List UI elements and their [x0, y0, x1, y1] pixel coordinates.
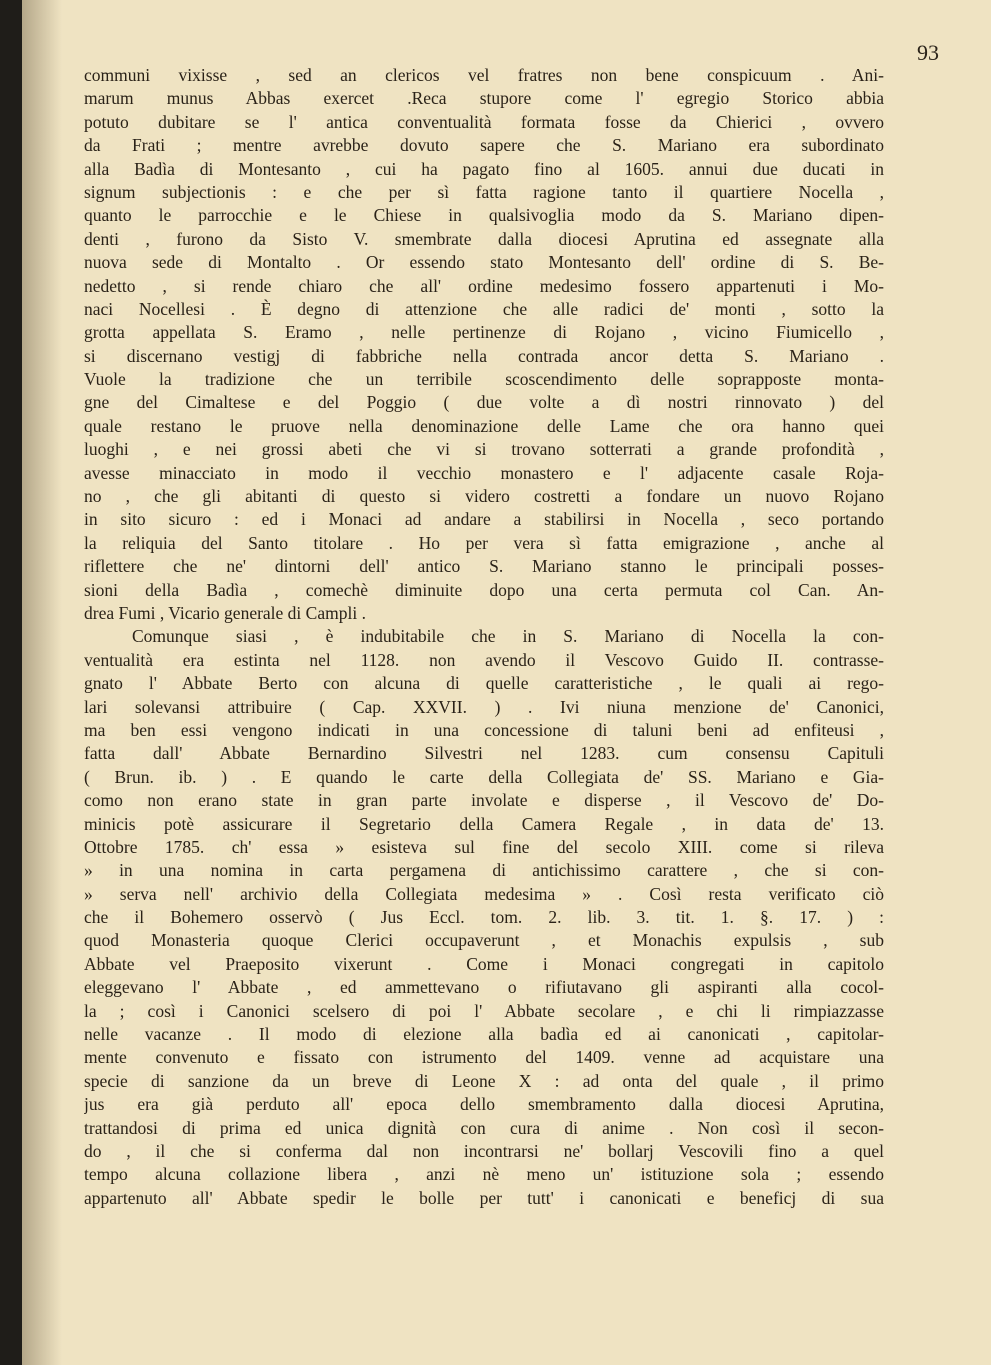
text-line: appartenuto all' Abbate spedir le bolle per tutt' i canonicati e beneficj di sua — [84, 1187, 884, 1208]
text-line: ma ben essi vengono indicati in una concessione di taluni beni ad enfiteusi , — [84, 719, 884, 740]
text-line: jus era già perduto all' epoca dello smembramento dalla diocesi Aprutina, — [84, 1094, 884, 1115]
text-line: lari solevansi attribuire ( Cap. XXVII. ) . Ivi niuna menzione de' Canonici, — [84, 696, 884, 717]
text-line: como non erano state in gran parte involate e disperse , il Vescovo de' Do- — [84, 790, 884, 811]
text-line: nelle vacanze . Il modo di elezione alla badìa ed ai canonicati , capitolar- — [84, 1024, 884, 1045]
text-line: drea Fumi , Vicario generale di Campli . — [84, 602, 366, 623]
text-line: grotta appellata S. Eramo , nelle pertinenze di Rojano , vicino Fiumicello , — [84, 322, 884, 343]
text-line: la reliquia del Santo titolare . Ho per vera sì fatta emigrazione , anche al — [84, 532, 884, 553]
text-line: luoghi , e nei grossi abeti che vi si trovano sotterrati a grande profondità , — [84, 439, 884, 460]
text-line: tempo alcuna collazione libera , anzi nè meno un' istituzione sola ; essendo — [84, 1164, 884, 1185]
text-line: nedetto , si rende chiaro che all' ordine medesimo fossero appartenuti i Mo- — [84, 275, 884, 296]
text-line: in sito sicuro : ed i Monaci ad andare a stabilirsi in Nocella , seco portando — [84, 509, 884, 530]
text-line: minicis potè assicurare il Segretario della Camera Regale , in data de' 13. — [84, 813, 884, 834]
text-line: denti , furono da Sisto V. smembrate dalla diocesi Aprutina ed assegnate alla — [84, 228, 884, 249]
text-line: trattandosi di prima ed unica dignità con cura di anime . Non così il secon- — [84, 1117, 884, 1138]
text-line: si discernano vestigj di fabbriche nella contrada ancor detta S. Mariano . — [84, 345, 884, 366]
text-line: no , che gli abitanti di questo si videro costretti a fondare un nuovo Rojano — [84, 486, 884, 507]
text-line: potuto dubitare se l' antica conventualità formata fosse da Chierici , ovvero — [84, 111, 884, 132]
text-line: riflettere che ne' dintorni dell' antico S. Mariano stanno le principali posses- — [84, 556, 884, 577]
text-line: » serva nell' archivio della Collegiata medesima » . Così resta verificato ciò — [84, 883, 884, 904]
text-line: ( Brun. ib. ) . E quando le carte della Collegiata de' SS. Mariano e Gia- — [84, 766, 884, 787]
text-line: fatta dall' Abbate Bernardino Silvestri nel 1283. cum consensu Capituli — [84, 743, 884, 764]
text-line: ventualità era estinta nel 1128. non avendo il Vescovo Guido II. contrasse- — [84, 649, 884, 670]
text-line: signum subjectionis : e che per sì fatta ragione tanto il quartiere Nocella , — [84, 181, 884, 202]
text-line: » in una nomina in carta pergamena di antichissimo carattere , che si con- — [84, 860, 884, 881]
text-line: nuova sede di Montalto . Or essendo stato Montesanto dell' ordine di S. Be- — [84, 252, 884, 273]
text-line: la ; così i Canonici scelsero di poi l' Abbate secolare , e chi li rimpiazzasse — [84, 1000, 884, 1021]
text-line: Vuole la tradizione che un terribile scoscendimento delle soprapposte monta- — [84, 369, 884, 390]
text-line: alla Badìa di Montesanto , cui ha pagato fino al 1605. annui due ducati in — [84, 158, 884, 179]
text-line: communi vixisse , sed an clericos vel fratres non bene conspicuum . Ani- — [84, 65, 884, 85]
text-line: mente convenuto e fissato con istrumento del 1409. venne ad acquistare una — [84, 1047, 884, 1068]
book-page — [22, 0, 991, 1365]
text-line: che il Bohemero osservò ( Jus Eccl. tom. 2. lib. 3. tit. 1. §. 17. ) : — [84, 907, 884, 928]
text-line: Comunque siasi , è indubitabile che in S. Mariano di Nocella la con- — [132, 626, 884, 647]
text-line: quod Monasteria quoque Clerici occupaverunt , et Monachis expulsis , sub — [84, 930, 884, 951]
text-line: naci Nocellesi . È degno di attenzione che alle radici de' monti , sotto la — [84, 298, 884, 319]
text-line: quale restano le pruove nella denominazione delle Lame che ora hanno quei — [84, 415, 884, 436]
text-line: marum munus Abbas exercet .Reca stupore come l' egregio Storico abbia — [84, 88, 884, 109]
text-line: avesse minacciato in modo il vecchio monastero e l' adjacente casale Roja- — [84, 462, 884, 483]
text-line: Abbate vel Praeposito vixerunt . Come i Monaci congregati in capitolo — [84, 953, 884, 974]
body-text — [84, 64, 884, 1210]
text-line: gne del Cimaltese e del Poggio ( due volte a dì nostri rinnovato ) del — [84, 392, 884, 413]
page-number: 93 — [917, 40, 939, 65]
text-line: quanto le parrocchie e le Chiese in qualsivoglia modo da S. Mariano dipen- — [84, 205, 884, 226]
text-line: specie di sanzione da un breve di Leone X : ad onta del quale , il primo — [84, 1070, 884, 1091]
text-line: da Frati ; mentre avrebbe dovuto sapere che S. Mariano era subordinato — [84, 135, 884, 156]
text-line: sioni della Badìa , comechè diminuite dopo una certa permuta col Can. An- — [84, 579, 884, 600]
text-line: Ottobre 1785. ch' essa » esisteva sul fine del secolo XIII. come si rileva — [84, 836, 884, 857]
text-line: eleggevano l' Abbate , ed ammettevano o rifiutavano gli aspiranti alla cocol- — [84, 977, 884, 998]
text-line: do , il che si conferma dal non incontrarsi ne' bollarj Vescovili fino a quel — [84, 1140, 884, 1161]
text-line: gnato l' Abbate Berto con alcuna di quelle caratteristiche , le quali ai rego- — [84, 673, 884, 694]
